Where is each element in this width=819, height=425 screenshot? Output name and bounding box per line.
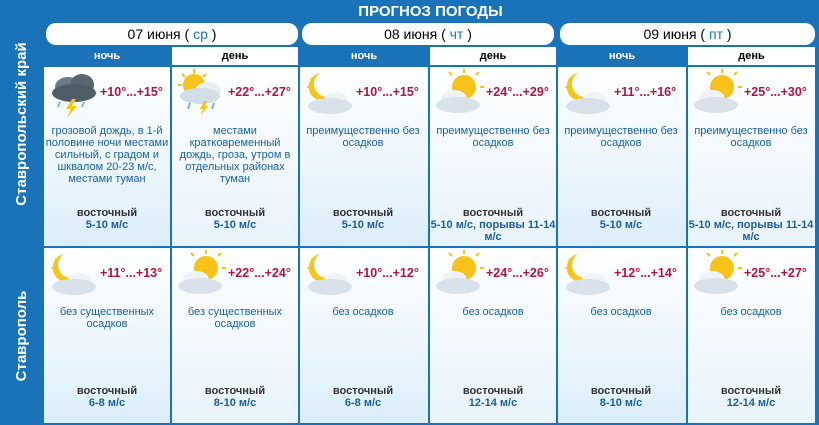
- wind-speed: 12-14 м/с: [468, 397, 518, 409]
- moon-cloud-icon: [302, 69, 360, 119]
- page-title: ПРОГНОЗ ПОГОДЫ: [44, 2, 817, 22]
- wind-info: [430, 207, 556, 243]
- temperature: +24°...+29°: [486, 85, 549, 99]
- temperature: +24°...+26°: [486, 266, 549, 280]
- weekday-label: пт: [708, 26, 723, 42]
- wind-direction: восточный: [76, 207, 138, 219]
- wind-direction: восточный: [332, 207, 394, 219]
- forecast-cell: [44, 248, 170, 423]
- wind-speed: 6-8 м/с: [344, 397, 382, 409]
- weather-description: грозовой дождь, в 1-й половине ночи местами сильный, с градом и шквалом 20-23 м/с, местами туман: [45, 125, 169, 185]
- moon-cloud-icon: [46, 250, 104, 300]
- temperature: +22°...+24°: [228, 266, 291, 280]
- wind-speed: 5-10 м/с: [341, 219, 385, 231]
- temperature: +10°...+15°: [356, 85, 419, 99]
- forecast-cell: [558, 248, 686, 423]
- period-label-night: ночь: [558, 47, 686, 65]
- forecast-cell: [558, 67, 686, 246]
- forecast-cell: [44, 67, 170, 246]
- region-label-text: Ставрополь: [13, 290, 30, 381]
- weather-description: местами кратковременный дождь, гроза, утром в отдельных районах туман: [179, 125, 291, 185]
- wind-speed: 6-8 м/с: [88, 397, 126, 409]
- wind-info: [688, 385, 814, 409]
- wind-speed: 5-10 м/с: [213, 219, 257, 231]
- wind-direction: восточный: [76, 385, 138, 397]
- wind-info: [430, 385, 556, 409]
- wind-direction: восточный: [204, 385, 266, 397]
- wind-direction: восточный: [462, 385, 524, 397]
- weather-description: преимущественно без осадков: [306, 125, 420, 149]
- wind-info: [688, 207, 814, 243]
- period-label-day: день: [172, 47, 298, 65]
- wind-direction: восточный: [590, 207, 652, 219]
- weather-description: без осадков: [462, 306, 524, 318]
- weather-description: преимущественно без осадков: [436, 125, 550, 149]
- forecast-cell: [300, 67, 428, 246]
- weather-description: без осадков: [332, 306, 394, 318]
- period-label-night: ночь: [300, 47, 428, 65]
- forecast-cell: [688, 248, 815, 423]
- wind-direction: восточный: [462, 207, 524, 219]
- temperature: +22°...+27°: [228, 85, 291, 99]
- wind-direction: восточный: [590, 385, 652, 397]
- weather-description: без осадков: [720, 306, 782, 318]
- forecast-cell: [688, 67, 815, 246]
- region-label-text: Ставропольский край: [13, 42, 30, 206]
- wind-info: [44, 207, 170, 231]
- weather-description: преимущественно без осадков: [694, 125, 808, 149]
- temperature: +10°...+15°: [100, 85, 163, 99]
- sun-cloud-rain-thunder-icon: [174, 69, 232, 119]
- wind-direction: восточный: [204, 207, 266, 219]
- forecast-cell: [430, 67, 556, 246]
- forecast-cell: [172, 248, 298, 423]
- date-header: 09 июня ( пт ): [560, 23, 815, 45]
- wind-speed: 5-10 м/с: [599, 219, 643, 231]
- wind-info: [300, 207, 426, 231]
- weather-description: без осадков: [590, 306, 652, 318]
- sun-cloud-icon: [690, 69, 748, 119]
- wind-info: [44, 385, 170, 409]
- date-label: 09 июня (: [643, 26, 709, 42]
- wind-speed: 5-10 м/с, порывы 11-14 м/с: [688, 219, 814, 243]
- region-label-kray: [2, 2, 42, 246]
- region-label-city: [2, 248, 42, 423]
- wind-direction: восточный: [720, 207, 782, 219]
- thunderstorm-cloud-icon: [46, 69, 104, 119]
- weather-description: без существенных осадков: [59, 306, 155, 330]
- date-header: 08 июня ( чт ): [302, 23, 554, 45]
- sun-cloud-icon: [690, 250, 748, 300]
- period-label-day: день: [688, 47, 815, 65]
- wind-info: [558, 207, 684, 231]
- period-label-night: ночь: [44, 47, 170, 65]
- wind-speed: 8-10 м/с: [599, 397, 643, 409]
- weekday-label: ср: [193, 26, 208, 42]
- temperature: +25°...+30°: [744, 85, 807, 99]
- temperature: +11°...+13°: [100, 266, 163, 280]
- forecast-cell: [172, 67, 298, 246]
- wind-speed: 12-14 м/с: [726, 397, 776, 409]
- weather-description: преимущественно без осадков: [564, 125, 678, 149]
- wind-speed: 5-10 м/с, порывы 11-14 м/с: [430, 219, 556, 243]
- moon-cloud-icon: [302, 250, 360, 300]
- sun-cloud-icon: [174, 250, 232, 300]
- temperature: +11°...+16°: [614, 85, 677, 99]
- date-header: 07 июня ( ср ): [46, 23, 298, 45]
- wind-direction: восточный: [332, 385, 394, 397]
- date-label: 08 июня (: [384, 26, 450, 42]
- forecast-cell: [300, 248, 428, 423]
- forecast-cell: [430, 248, 556, 423]
- date-label: 07 июня (: [127, 26, 194, 42]
- wind-speed: 8-10 м/с: [213, 397, 257, 409]
- moon-cloud-icon: [560, 250, 618, 300]
- wind-info: [300, 385, 426, 409]
- weekday-label: чт: [449, 26, 464, 42]
- sun-cloud-icon: [432, 69, 490, 119]
- wind-speed: 5-10 м/с: [85, 219, 129, 231]
- sun-cloud-icon: [432, 250, 490, 300]
- weather-description: без существенных осадков: [187, 306, 283, 330]
- temperature: +25°...+27°: [744, 266, 807, 280]
- temperature: +10°...+12°: [356, 266, 419, 280]
- period-label-day: день: [430, 47, 556, 65]
- wind-direction: восточный: [720, 385, 782, 397]
- wind-info: [558, 385, 684, 409]
- wind-info: [172, 207, 298, 231]
- temperature: +12°...+14°: [614, 266, 677, 280]
- moon-cloud-icon: [560, 69, 618, 119]
- wind-info: [172, 385, 298, 409]
